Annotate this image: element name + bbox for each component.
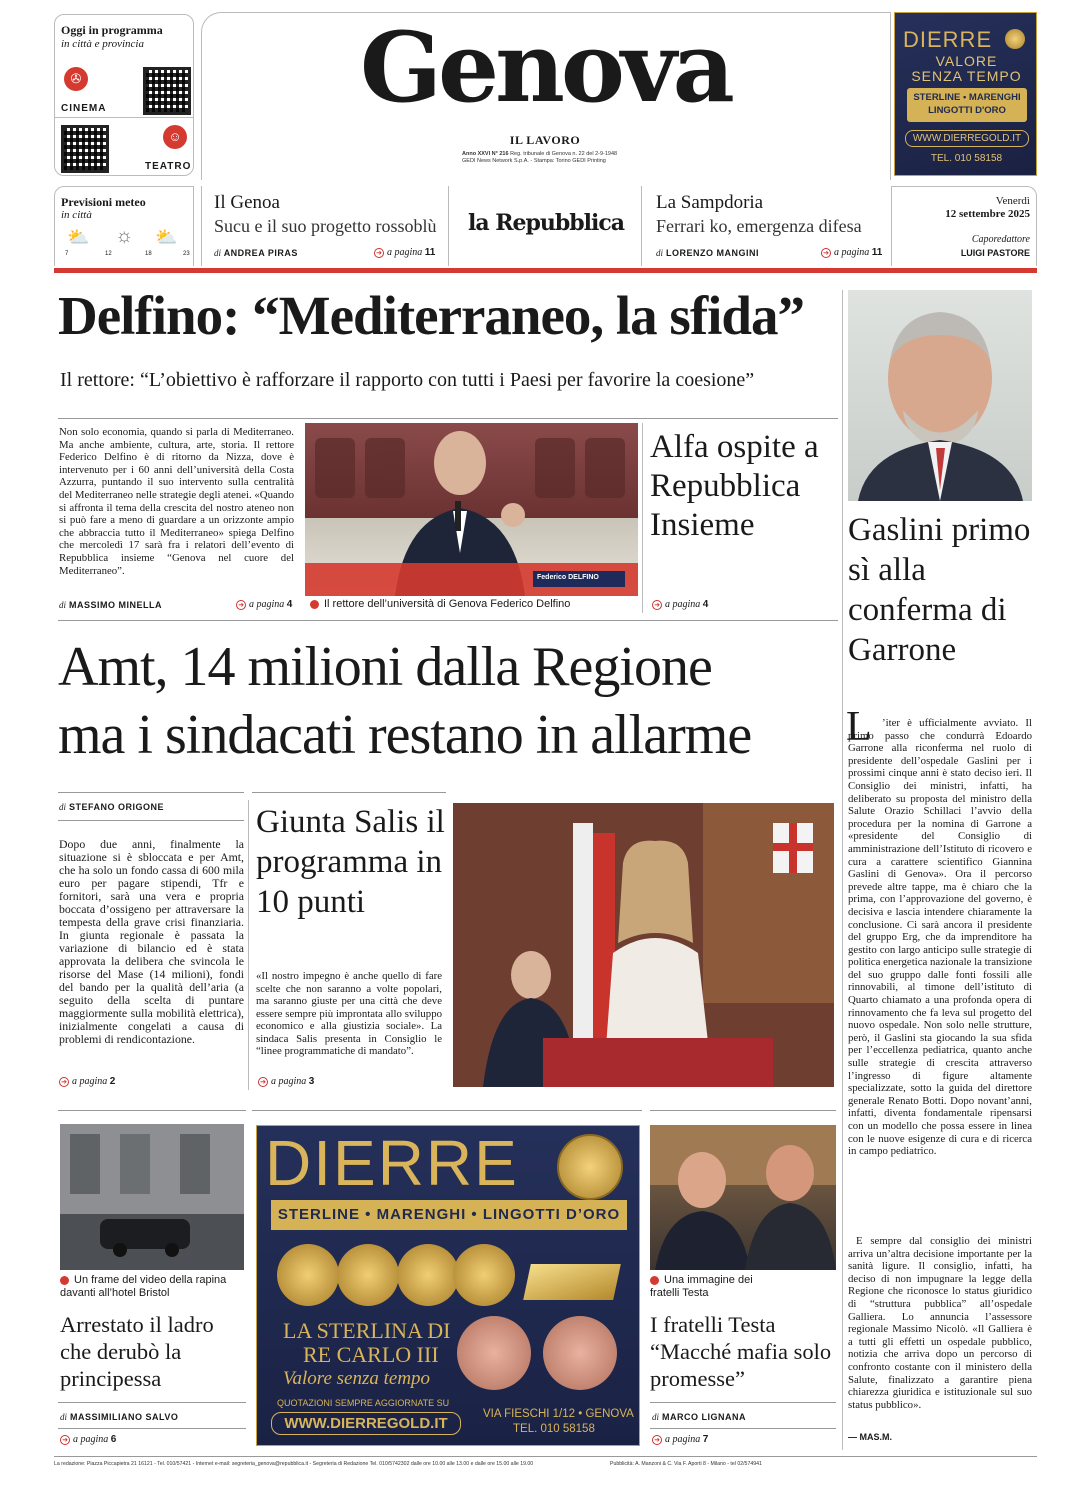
teatro-qr-code[interactable] [61,125,109,173]
masthead-info [462,151,617,165]
editor-name: LUIGI PASTORE [960,248,1030,258]
giunta-pageref[interactable]: ➔ a pagina 3 [258,1076,314,1087]
amt-headline-1[interactable]: Amt, 14 milioni dalla Regione [58,636,712,698]
ad-line2: SENZA TEMPO [911,68,1022,84]
testa-photo [650,1125,836,1270]
editor-role: Caporedattore [971,234,1030,245]
genoa-title: Il Genoa [214,192,280,213]
gaslini-body-lead [848,717,1032,1158]
ad-mid-line2: RE CARLO III [303,1342,439,1367]
genoa-pageref[interactable]: ➔ a pagina 11 [374,247,435,258]
divider [58,792,244,793]
garrone-portrait [848,290,1032,501]
amt-pageref[interactable]: ➔ a pagina 2 [59,1076,115,1087]
testa-caption: Una immagine dei fratelli Testa [650,1274,753,1299]
genoa-box[interactable] [201,186,445,266]
ad-line1: VALORE [935,53,998,69]
gold-coin-icon [557,1134,623,1200]
ad-mid-addr2: TEL. 010 58158 [513,1423,595,1435]
bristol-photo [60,1124,244,1270]
cinema-icon: ✇ [64,67,88,91]
testa-byline: di MARCO LIGNANA [652,1412,747,1422]
ad-mid-strip: STERLINE • MARENGHI • LINGOTTI D’ORO [277,1206,621,1223]
ad-mid-line3: Valore senza tempo [283,1368,431,1389]
gaslini-headline[interactable]: Gaslini primo sì alla conferma di Garrone [848,512,1031,668]
teatro-label[interactable]: TEATRO [145,161,192,172]
programma-divider [55,117,193,118]
divider [58,1110,246,1111]
amt-byline: di STEFANO ORIGONE [59,802,165,812]
samp-summary: Ferrari ko, emergenza difesa [656,216,862,236]
meteo-hour: 12 [105,251,112,257]
issue-number: Anno XXVI N° 216 [462,151,509,157]
samp-pageref[interactable]: ➔ a pagina 11 [821,247,882,258]
gold-coin-icon [457,1316,531,1390]
ad-dierre-mid[interactable] [256,1125,640,1446]
lead-byline: di MASSIMO MINELLA [59,600,163,610]
gold-coin-icon [337,1244,399,1306]
gold-bar-icon [523,1264,621,1300]
ad-tel: TEL. 010 58158 [930,153,1003,164]
ad-mid-brand: DIERRE [265,1127,519,1199]
sun-icon: ☼ [115,225,134,247]
repubblica-logo-text: la Repubblica [467,210,625,236]
programma-title: Oggi in programma [61,23,163,37]
date-box [891,186,1037,266]
divider [650,1110,836,1111]
footer-redazione: La redazione: Piazza Piccapietra 21 16121 - Tel. 010/57421 - Internet e-mail: segreteria_genova@repubblica.it - Segreteria di Redazione Tel. 010/5742302 dalle ore 10.00 alle 13.00 e dalle ore 15.00 alle 19.00 [54,1461,534,1467]
footer-pubblicita: Pubblicità: A. Manzoni & C. Via F. Aporti 8 - Milano - tel 02/574941 [610,1461,762,1467]
samp-title: La Sampdoria [656,192,764,213]
giunta-body: «Il nostro impegno è anche quello di fare scelte che non saranno a volte popolari, ma saranno giuste per una città che deve essere sempre più improntata allo sviluppo economico e alla giustizia sociale». La sindaca Salis presenta in Consiglio le “linee programmatiche di mandato”. [256,970,442,1057]
accent-rule [54,268,1037,273]
gold-coin-icon [453,1244,515,1306]
gold-coin-icon [397,1244,459,1306]
meteo-subtitle: in città [61,209,92,221]
testa-headline[interactable]: I fratelli Testa “Macché mafia solo promesse” [650,1312,832,1391]
lead-caption: Il rettore dell’università di Genova Federico Delfino [310,598,570,611]
date-day: Venerdì [995,195,1030,207]
gold-coin-icon [277,1244,339,1306]
meteo-title: Previsioni meteo [61,195,146,209]
divider [252,792,446,793]
registration: Reg. tribunale di Genova n. 22 del 2-9-1948 [510,151,618,157]
divider [248,800,249,1090]
ad-line3: STERLINE • MARENGHI [913,92,1021,103]
ladro-byline: di MASSIMILIANO SALVO [60,1412,179,1422]
meteo-box [54,186,194,266]
gaslini-body: ’iter è ufficialmente avviato. Il primo passo che condurrà Edoardo Garrone alla riconferma nel ruolo di presidente dell’ospedale Gaslini per i prossimi cinque anni è stato deciso ieri. Il Consiglio dei ministri, infatti, ha deliberato su proposta del ministro della Salute Orazio Schillaci l’avvio della procedura per la nomina di Garrone a «presidente del Consiglio di amministrazione dell’Istituto di ricovero e cura a carattere scientifico Giannina Gaslini di Genova». Ora il percorso prevede altre tappe, ma è chiaro che la prima, con l’approvazione del governo, è decisiva e lascia intendere chiaramente la conclusione. Ci sarà ancora il presidente del gruppo Erg, che da imprenditore ha gestito con largo anticipo sulle strategie di politica energetica nazionale la transizione del suo gruppo dalle fonti fossili alle rinnovabili, al timone dell’istituto di Quarto chiamato a una profonda opera di rinnovamento che fa leva sul progetto del nuovo ospedale. Non solo nelle strutture, però, il Gaslini sta giocando la sua sfida per l’eccellenza pediatrica, quanto anche sulle strategie di crescita attraverso l’ingresso di figure altamente specializzate, sotto la guida del direttore generale Renato Botti. Dopo novant’anni, infatti, diventa fondamentale ripensarsi con un modello che possa essere in linea con le nuove esigenze di cura e di ricerca in campo pediatrico. [848,717,1032,1158]
divider [58,1402,246,1403]
ladro-pageref[interactable]: ➔ a pagina 6 [60,1434,116,1445]
lead-pageref[interactable]: ➔ a pagina 4 [236,599,292,610]
divider [842,290,843,1450]
gaslini-dropcap: L [846,704,872,750]
teatro-icon: ☺ [163,125,187,149]
ad-mid-site[interactable]: WWW.DIERREGOLD.IT [271,1412,461,1435]
publisher: GEDI News Network S.p.A. - Stampa: Torino GEDI Printing [462,158,606,164]
divider [58,820,244,821]
testa-illustration [650,1125,836,1270]
ad-dierre-top[interactable] [894,12,1037,176]
bristol-illustration [60,1124,244,1270]
partly-cloudy-icon: ⛅ [67,227,90,247]
divider [650,1428,836,1429]
alfa-pageref[interactable]: ➔ a pagina 4 [652,599,708,610]
garrone-photo [848,290,1032,501]
repubblica-logo[interactable] [448,186,642,266]
masthead-subtitle: IL LAVORO [509,133,581,147]
lead-photo [305,423,638,596]
masthead-title: Genova [360,11,731,124]
ad-mid-note: QUOTAZIONI SEMPRE AGGIORNATE SU [277,1398,450,1408]
meteo-hour: 18 [145,251,152,257]
genoa-summary: Sucu e il suo progetto rossoblù [214,216,437,236]
gold-coin-icon [1005,29,1025,49]
gaslini-signature: — MAS.M. [848,1432,892,1442]
gaslini-body-2: E sempre dal consiglio dei ministri arriva un’altra decisione importante per la sanità ligure. Il consiglio, infatti, ha deciso di non impugnare la legge della Regione che riconosce lo status giuridico di “struttura pubblica” all’ospedale Galliera. Lo annuncia l’assessore regionale Massimo Nicolò. «Il Galliera è a tutti gli effetti un ospedale pubblico, notizia che arriva dopo un percorso di confronto costante con il ministero della Salute, finalizzato a garantire piena chiarezza giuridica e istituzionale sul suo status pubblico». [848,1235,1032,1411]
giunta-headline[interactable]: Giunta Salis il programma in 10 punti [256,804,445,920]
divider [252,1110,642,1111]
cinema-qr-code[interactable] [143,67,191,115]
ad-brand: DIERRE [903,27,993,52]
date-full: 12 settembre 2025 [945,208,1030,220]
meteo-hour: 7 [65,251,69,257]
ad-mid-line1: LA STERLINA DI [283,1318,451,1343]
cinema-label[interactable]: CINEMA [61,103,107,114]
ad-mid-addr1: VIA FIESCHI 1/12 • GENOVA [483,1408,634,1420]
divider [58,418,838,419]
amt-body: Dopo due anni, finalmente la situazione si è sbloccata e per Amt, che ha solo un fondo cassa di 600 mila euro per pagare stipendi, Tfr e fornitori, sarà una vera e propria boccata d’ossigeno per attraversare la tempesta della grave crisi finanziaria. In giunta regionale è passata la variazione di bilancio ed è stata approvata la delibera che svincola le risorse del Mase (14 milioni), fondi del bando per la qualità dell’aria (a seguito della scelta di puntare maggiormente sulla mobilità elettrica), inizialmente congelati a causa di problemi di rendicontazione. [59,837,244,1046]
divider [58,620,838,621]
lead-deck: Il rettore: “L’obiettivo è rafforzare il rapporto con tutti i Paesi per favorire la coesione” [60,369,755,391]
testa-pageref[interactable]: ➔ a pagina 7 [652,1434,708,1445]
lead-headline[interactable]: Delfino: “Mediterraneo, la sfida” [58,285,805,346]
gold-coin-icon [543,1316,617,1390]
divider [650,1402,836,1403]
bristol-caption: Un frame del video della rapina davanti all’hotel Bristol [60,1274,227,1299]
divider [58,1428,246,1429]
salis-photo [453,803,834,1087]
ladro-headline[interactable]: Arrestato il ladro che derubò la principessa [60,1312,214,1391]
programma-box [54,14,194,176]
footer-rule [54,1456,1037,1457]
amt-headline-2[interactable]: ma i sindacati restano in allarme [58,704,752,766]
samp-box[interactable] [645,186,890,266]
alfa-headline[interactable]: Alfa ospite a Repubblica Insieme [650,429,819,543]
nameplate: Federico DELFINO [537,574,599,581]
genoa-byline: di ANDREA PIRAS [214,248,298,258]
lead-body: Non solo economia, quando si parla di Mediterraneo. Ma anche ambiente, cultura, arte, storia. Il rettore Federico Delfino è di ritorno da Nizza, dove è intervenuto per i 60 anni dell’università della Costa Azzurra, puntando il suo intervento sulla centralità del Mediterraneo nelle strategie degli atenei. «Quando si affronta il tema della crescita del nostro ateneo non si può fare a meno di guardare a un orizzonte ampio che abbraccia tutto il Mediterraneo» spiega Delfino che mercoledì 17 sarà fra i relatori dell’evento di Repubblica insieme “Genova nel cuore del Mediterraneo”. [59,426,294,577]
salis-illustration [453,803,834,1087]
programma-subtitle: in città e provincia [61,38,144,50]
partly-cloudy-icon: ⛅ [155,227,178,247]
ad-site[interactable]: WWW.DIERREGOLD.IT [905,130,1029,147]
samp-byline: di LORENZO MANGINI [656,248,760,258]
divider [642,423,643,613]
lead-photo-illustration [305,423,638,596]
ad-line4: LINGOTTI D'ORO [928,105,1006,116]
meteo-hour: 23 [183,251,190,257]
